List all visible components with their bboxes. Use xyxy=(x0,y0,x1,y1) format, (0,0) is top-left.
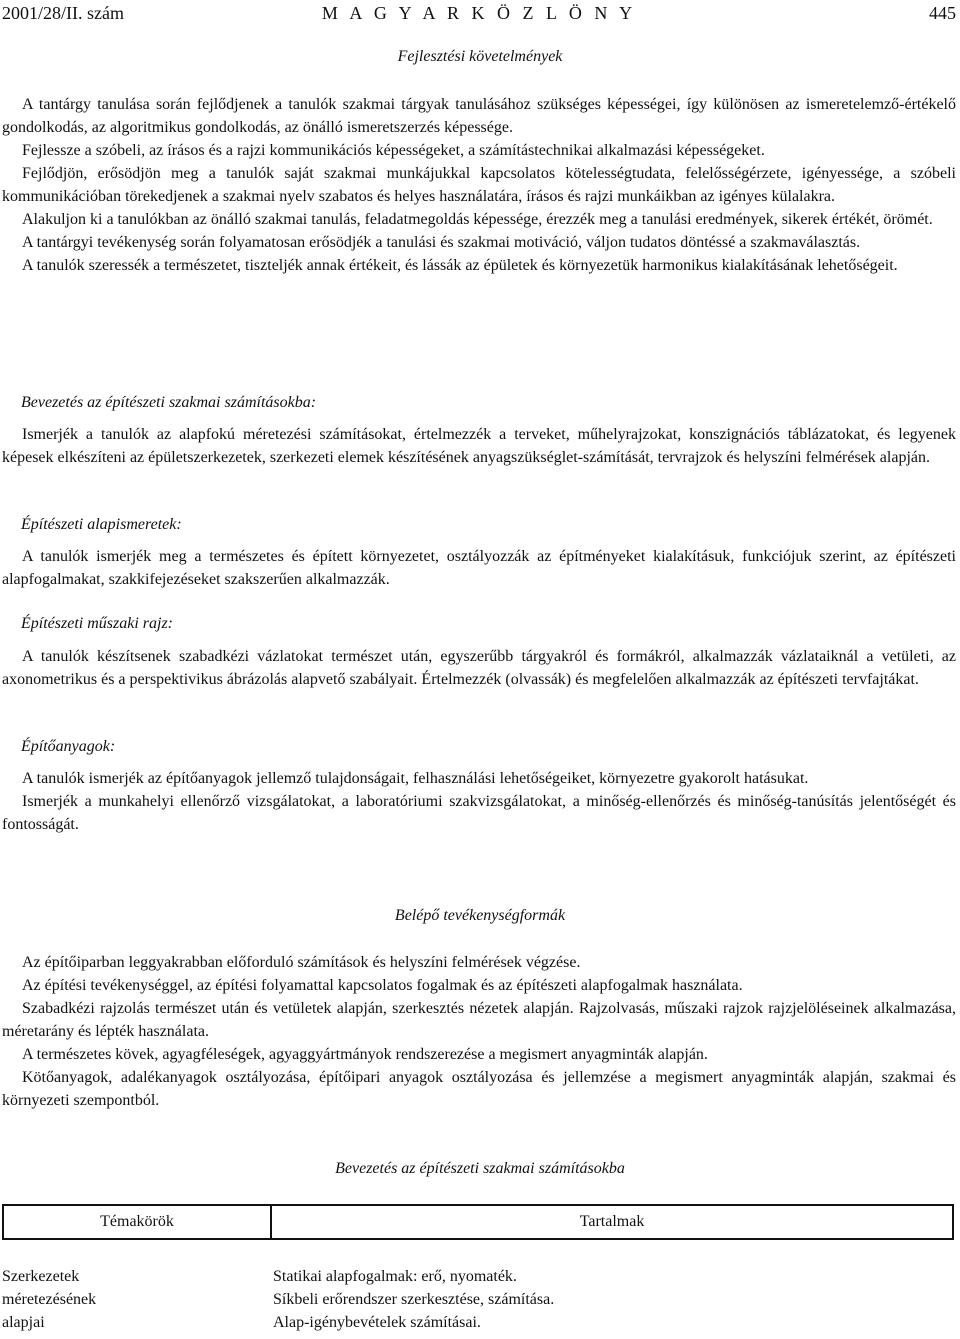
entry-paragraph: A természetes kövek, agyagféleségek, agyaggyártmányok rendszerezése a megismert anyagminták alapján. xyxy=(22,1046,708,1063)
entry-paragraph: Az építőiparban leggyakrabban előforduló számítások és helyszíni felmérések végzése. xyxy=(22,954,581,971)
content-line: Statikai alapfogalmak: erő, nyomaték. xyxy=(273,1268,517,1285)
section-paragraph: A tanulók ismerjék az építőanyagok jellemző tulajdonságait, felhasználási lehetőségeiket, környezetre gyakorolt hatásukat. xyxy=(22,770,809,787)
topics-table-header xyxy=(2,1204,954,1240)
section-body xyxy=(2,645,956,691)
intro-block xyxy=(2,93,956,277)
table-title: Bevezetés az építészeti szakmai számításokba xyxy=(335,1160,625,1177)
content-line: Alap-igénybevételek számításai. xyxy=(273,1314,481,1331)
intro-paragraph: A tantárgy tanulása során fejlődjenek a tanulók szakmai tárgyak tanulásához szükséges képességei, így különösen az ismeretelemző-értékelő gondolkodás, az algoritmikus gondolkodás, az önálló ismeretszerzés képessége. xyxy=(2,96,956,136)
topic-line: Szerkezetek xyxy=(2,1268,80,1285)
section-heading: Építőanyagok: xyxy=(21,738,116,755)
page-header xyxy=(2,2,956,26)
intro-paragraph: Fejlessze a szóbeli, az írásos és a rajzi kommunikációs képességeket, a számítástechnikai alkalmazási képességeket. xyxy=(22,142,765,159)
entry-title: Belépő tevékenységformák xyxy=(394,907,566,924)
intro-paragraph: Fejlődjön, erősödjön meg a tanulók saját szakmai munkájukkal kapcsolatos kötelességtudata, felelősségérzete, igényessége, a szóbeli kommunikációban törekedjenek a szakmai nyelv szabatos és helyes használatára, írásos és rajzi munkáikban az igényes külalakra. xyxy=(2,165,956,205)
section-heading: Építészeti műszaki rajz: xyxy=(21,615,173,632)
entry-paragraph: Szabadkézi rajzolás természet után és vetületek alapján, szerkesztés nézetek alapján. Rajzolvasás, műszaki rajzok rajzjelöléseinek alkalmazása, méretarány és lépték használata. xyxy=(2,1000,956,1040)
issue-number: 2001/28/II. szám xyxy=(2,3,124,23)
section-body xyxy=(2,767,956,836)
section-paragraph: A tanulók ismerjék meg a természetes és épített környezetet, osztályozzák az építményeket kialakításuk, funkciójuk szerint, az építészeti alapfogalmakat, szakkifejezéseket szakszerűen alkalmazzák. xyxy=(2,548,956,588)
section-title: Fejlesztési követelmények xyxy=(397,48,563,65)
section-paragraph: Ismerjék a tanulók az alapfokú méretezési számításokat, értelmezzék a terveket, műhelyrajzokat, konszignációs táblázatokat, és legyenek képesek elkészíteni az épületszerkezetek, szerkezeti elemek készítésének anyagszükséglet-számítását, tervrajzok és helyszíni felmérések alapján. xyxy=(2,426,956,466)
topic-cell xyxy=(2,1265,252,1334)
section-heading: Építészeti alapismeretek: xyxy=(21,516,182,533)
content-cell xyxy=(273,1265,953,1334)
column-header-contents: Tartalmak xyxy=(579,1213,645,1230)
intro-paragraph: A tanulók szeressék a természetet, tiszteljék annak értékeit, és lássák az épületek és környezetük harmonikus kialakításának lehetőségeit. xyxy=(22,257,898,274)
topic-line: alapjai xyxy=(2,1314,45,1331)
intro-paragraph: A tantárgyi tevékenység során folyamatosan erősödjék a tanulási és szakmai motiváció, váljon tudatos döntéssé a szakmaválasztás. xyxy=(22,234,861,251)
page-number: 445 xyxy=(929,3,956,23)
entry-paragraph: Az építési tevékenységgel, az építési folyamattal kapcsolatos fogalmak és az építészeti alapfogalmak használata. xyxy=(22,977,743,994)
column-header-topics: Témakörök xyxy=(4,1206,272,1238)
section-body xyxy=(2,423,956,469)
entry-block xyxy=(2,951,956,1112)
entry-paragraph: Kötőanyagok, adalékanyagok osztályozása, építőipari anyagok osztályozása és jellemzése a megismert anyagminták alapján, szakmai és környezeti szempontból. xyxy=(2,1069,956,1109)
section-body xyxy=(2,545,956,591)
publication-title: M A G Y A R K Ö Z L Ö N Y xyxy=(321,3,637,23)
intro-paragraph: Alakuljon ki a tanulókban az önálló szakmai tanulás, feladatmegoldás képessége, érezzék meg a tanulási eredmények, sikerek értékét, örömét. xyxy=(22,211,933,228)
content-line: Síkbeli erőrendszer szerkesztése, számítása. xyxy=(273,1291,555,1308)
section-heading: Bevezetés az építészeti szakmai számításokba: xyxy=(21,394,317,411)
section-paragraph: Ismerjék a munkahelyi ellenőrző vizsgálatokat, a laboratóriumi szakvizsgálatokat, a minőség-ellenőrzés és minőség-tanúsítás jelentőségét és fontosságát. xyxy=(2,793,956,833)
topic-line: méretezésének xyxy=(2,1291,97,1308)
section-paragraph: A tanulók készítsenek szabadkézi vázlatokat természet után, egyszerűbb tárgyakról és formákról, alkalmazzák vázlataiknál a vetületi, az axonometrikus és a perspektivikus ábrázolás alapvető szabályait. Értelmezzék (olvassák) és megfelelően alkalmazzák az építészeti tervfajtákat. xyxy=(2,648,956,688)
